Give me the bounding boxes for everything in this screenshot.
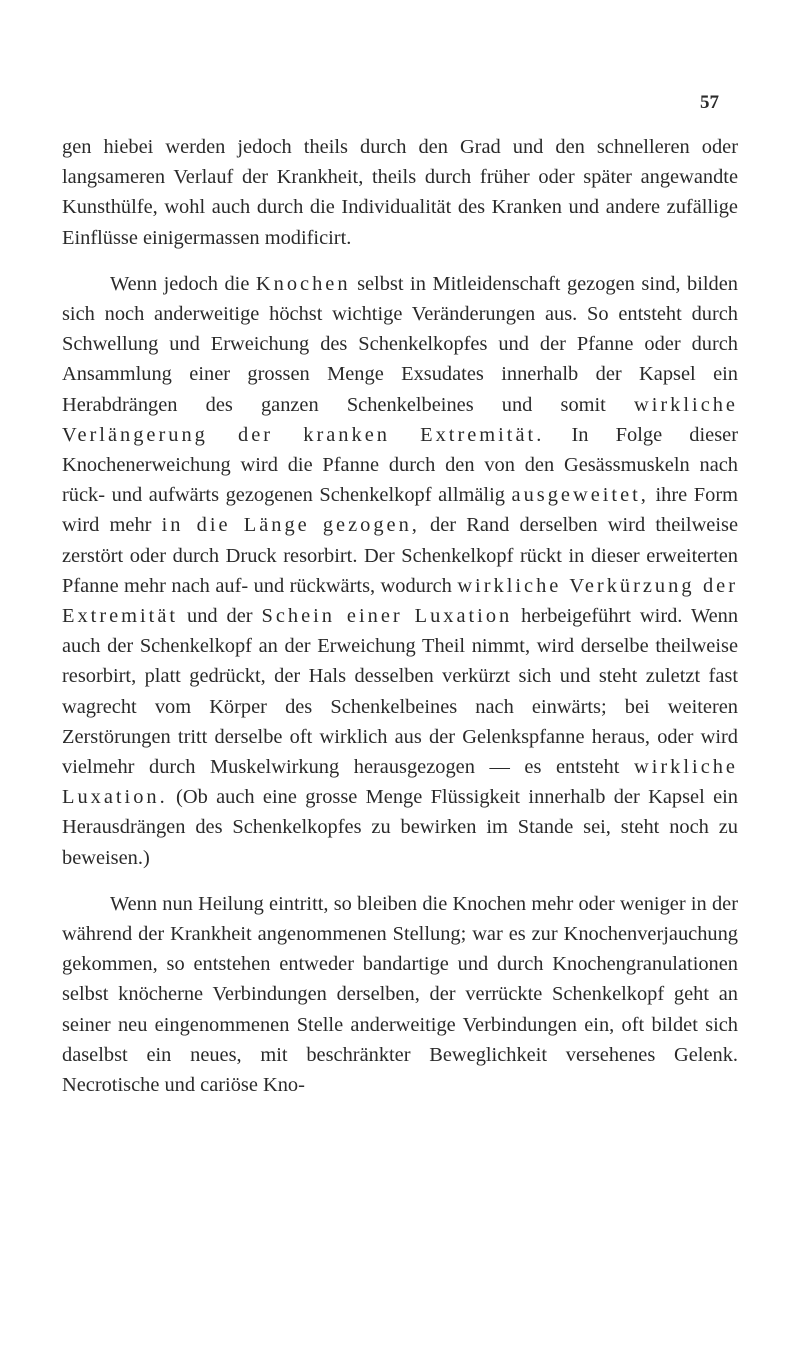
emphasized-text: wirkliche Verkürzung der Extremität [62, 574, 738, 628]
emphasized-text: wirkliche Luxation. [62, 756, 738, 809]
text-run: (Ob auch eine grosse Menge Flüssigkeit innerhalb der Kapsel ein Herausdrängen des Schenkelkopfes zu bewirken im Stande sei, steht noch zu beweisen.) [62, 786, 738, 869]
paragraph [62, 889, 738, 1100]
text-run: herbeigeführt wird. Wenn auch der Schenkelkopf an der Erweichung Theil nimmt, wird derselbe theilweise resorbirt, platt gedrückt, der Hals desselben verkürzt sich und steht zuletzt fast wagrecht vom Körper des Schenkelbeines nach einwärts; bei weiteren Zerstörungen tritt derselbe oft wirklich aus der Gelenkspfanne heraus, oder wird vielmehr durch Muskelwirkung herausgezogen — es entsteht [62, 605, 739, 779]
text-run: Wenn nun Heilung eintritt, so bleiben die Knochen mehr oder weniger in der während der Krankheit angenommenen Stellung; war es zur Knochenverjauchung gekommen, so entstehen entweder bandartige und durch Knochengranulationen selbst knöcherne Verbindungen derselben, der verrückte Schenkelkopf geht an seiner neu eingenommenen Stelle anderweitige Verbindungen ein, oft bildet sich daselbst ein neues, mit beschränkter Beweglichkeit versehenes Gelenk. Necrotische und cariöse Kno- [62, 892, 738, 1097]
emphasized-text: ausgeweitet, [511, 484, 649, 507]
paragraph [62, 269, 738, 873]
text-run: gen hiebei werden jedoch theils durch den Grad und den schnelleren oder langsameren Verlauf der Krankheit, theils durch früher oder später angewandte Kunsthülfe, wohl auch durch die Individualität des Kranken und andere zufällige Einflüsse einigermassen modificirt. [62, 136, 738, 249]
text-run: ihre Form wird mehr [62, 484, 738, 537]
text-run: der Rand derselben wird theilweise zerstört oder durch Druck resorbirt. Der Schenkelkopf rückt in dieser erweiterten Pfanne mehr nach auf- und rückwärts, wodurch [62, 514, 738, 597]
text-run: und der [178, 605, 262, 628]
emphasized-text: Schein einer Luxation [261, 605, 513, 628]
page-number: 57 [700, 92, 719, 113]
text-run: In Folge dieser Knochenerweichung wird die Pfanne durch den von den Gesässmuskeln nach rück- und aufwärts gezogenen Schenkelkopf allmälig [62, 423, 738, 507]
paragraph [62, 132, 738, 253]
emphasized-text: in die Länge gezogen, [161, 514, 420, 537]
body-text [62, 132, 738, 1100]
emphasized-text: wirkliche Verlängerung der kranken Extremität. [62, 393, 738, 446]
text-run: selbst in Mitleidenschaft gezogen sind, bilden sich noch anderweitige höchst wichtige Veränderungen aus. So entsteht durch Schwellung und Erweichung des Schenkelkopfes und der Pfanne oder durch Ansammlung einer grossen Menge Exsudates innerhalb der Kapsel ein Herabdrängen des ganzen Schenkelbeines und somit [62, 272, 738, 416]
emphasized-text: Knochen [255, 272, 351, 295]
text-run: Wenn jedoch die [110, 272, 256, 295]
